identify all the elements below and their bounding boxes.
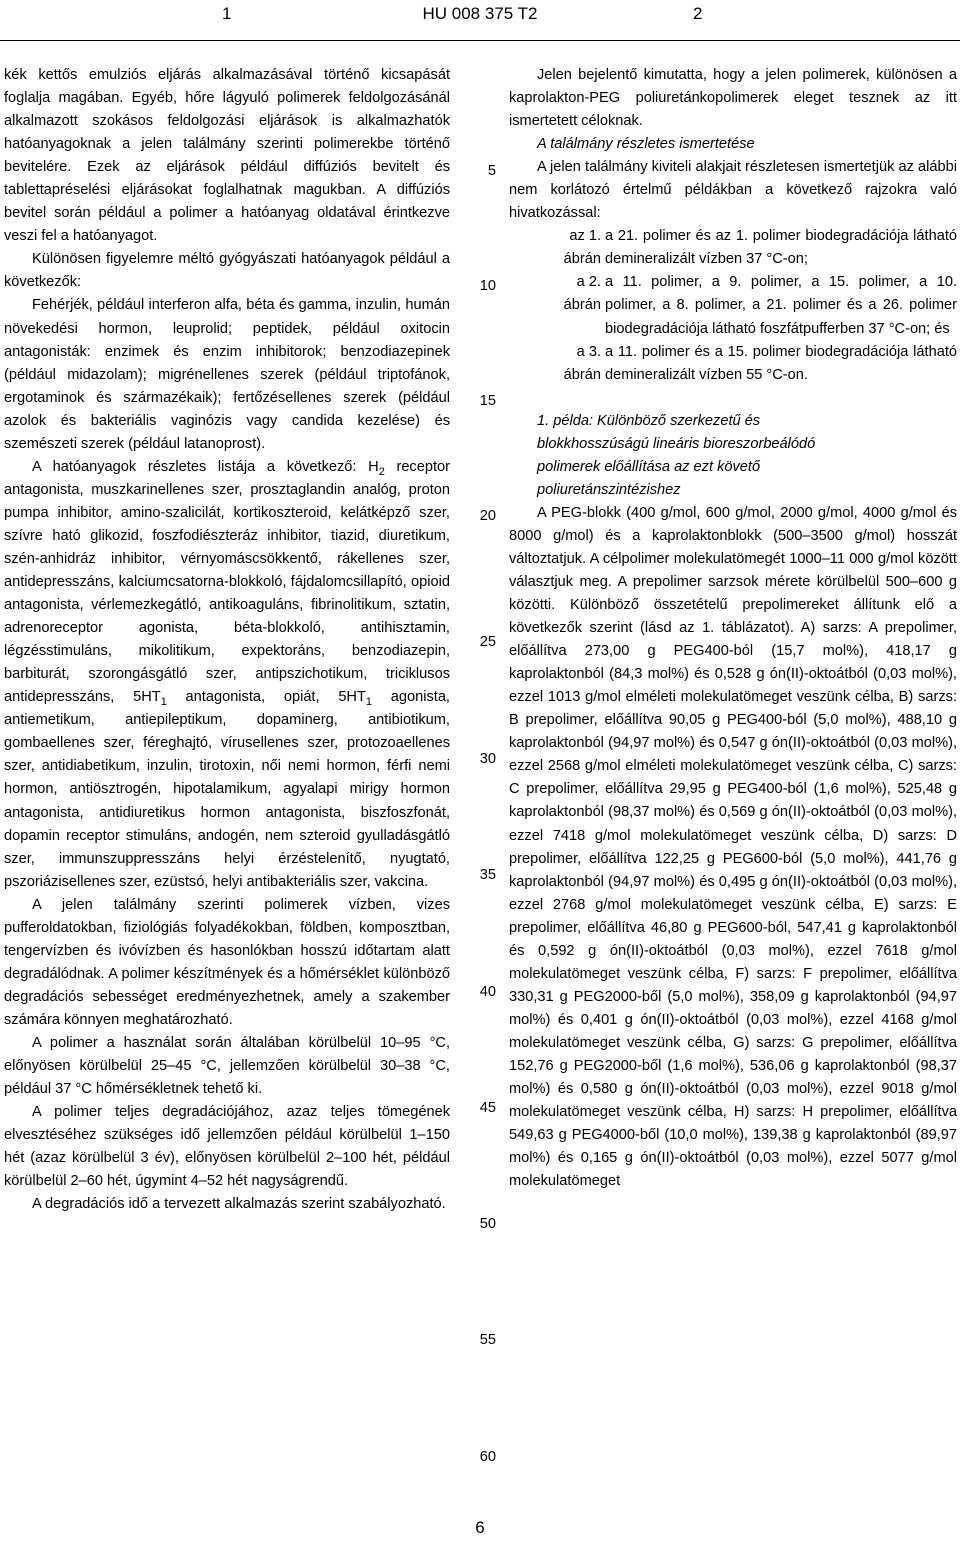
line-number: 15: [479, 393, 496, 409]
figure-label: az 1. ábrán: [563, 228, 601, 268]
right-paragraph-1: Jelen bejelentő kimutatta, hogy a jelen polimerek, különösen a kaprolakton-PEG poliuretánkopolimerek eleget tesznek az itt ismertetett céloknak.: [509, 67, 957, 130]
right-paragraph-2: A jelen találmány kiviteli alakjait részletesen ismertetjük az alábbi nem korlátozó értelmű példákban a következő rajzokra való hivatkozással:: [509, 159, 957, 222]
text-run: receptor antagonista, muszkarinellenes szer, prosztaglandin analóg, proton pumpa inhibitor, amino-szalicilát, kortikoszteroid, kelátképző szer, szívre ható glikozid, foszfodiészteráz inhibitor, tiazid, diuretikum, szén-anhidráz inhibitor, vérnyomáscsökkentő, rákellenes szer, antidepresszáns, kalciumcsatorna-blokkoló, fájdalomcsillapító, opioid antagonista, vérlemezkegátló, antikoaguláns, fibrinolitikum, sztatin, adrenoreceptor agonista, béta-blokkoló, antihisztamin, légzésstimuláns, mikolitikum, expektoráns, benzodiazepin, barbiturát, szorongásgátló szer, antipszichotikum, triciklusos antidepresszáns, 5HT: [4, 458, 450, 706]
line-number: 25: [479, 634, 496, 650]
example-title-line: poliuretánszintézishez: [537, 481, 681, 498]
figure-description-3: [509, 341, 957, 387]
example-title-line: blokkhosszúságú lineáris bioreszorbeálódó: [537, 435, 816, 452]
line-number: 45: [479, 1100, 496, 1116]
line-number: 50: [479, 1216, 496, 1232]
line-number: 40: [479, 984, 496, 1000]
example-title: [509, 410, 957, 502]
line-number: 30: [479, 751, 496, 767]
left-column: [4, 64, 450, 1216]
left-paragraph-6: A polimer a használat során általában körülbelül 10–95 °C, előnyösen körülbelül 25–45 °C, jellemzően körülbelül 30–38 °C, például 37 °C hőmérsékletnek tehető ki.: [4, 1034, 450, 1098]
left-paragraph-2: Különösen figyelemre méltó gyógyászati hatóanyagok például a következők:: [4, 251, 450, 291]
left-paragraph-7: A polimer teljes degradációjához, azaz teljes tömegének elvesztéséhez szükséges idő jellemzően például körülbelül 1–150 hét (azaz körülbelül 3 év), előnyösen körülbelül 2–100 hét, például körülbelül 2–60 hét, úgymint 4–52 hét nagyságrendű.: [4, 1104, 450, 1190]
line-number: 5: [487, 163, 496, 179]
figure-text: a 11. polimer, a 9. polimer, a 15. polimer, a 10. polimer, a 8. polimer, a 21. polimer és a 26. polimer biodegradációja látható foszfátpufferben 37 °C-on; és: [605, 274, 957, 337]
example-title-line: 1. példa: Különböző szerkezetű és: [537, 412, 761, 429]
text-run: antagonista, opiát, 5HT: [166, 689, 366, 706]
line-number: 20: [479, 508, 496, 524]
right-paragraph-3: A PEG-blokk (400 g/mol, 600 g/mol, 2000 g/mol, 4000 g/mol és 8000 g/mol) és a kaprolaktonblokk (500–3500 g/mol) hosszát változtatjuk. A célpolimer molekulatömegét 1000–11 000 g/mol között választjuk meg. A prepolimer sarzsok mérete körülbelül 500–600 g közötti. Különböző összetételű prepolimereket állítunk elő a következők szerint (lásd az 1. táblázatot). A) sarzs: A prepolimer, előállítva 273,00 g PEG400-ból (15,7 mol%), 418,17 g kaprolaktonból (84,3 mol%) és 0,528 g ón(II)-oktoátból (0,03 mol%), ezzel 1013 g/mol elméleti molekulatömeget veszünk célba, B) sarzs: B prepolimer, előállítva 90,05 g PEG400-ból (5,0 mol%), 488,10 g kaprolaktonból (94,97 mol%) és 0,547 g ón(II)-oktoátból (0,03 mol%), ezzel 2568 g/mol elméleti molekulatömeget veszünk célba, C) sarzs: C prepolimer, előállítva 29,95 g PEG400-ból (1,6 mol%), 525,48 g kaprolaktonból (98,37 mol%) és 0,569 g ón(II)-oktoátból (0,03 mol%), ezzel 7418 g/mol molekulatömeget veszünk célba, D) sarzs: D prepolimer, előállítva 122,25 g PEG600-ból (5,0 mol%), 441,76 g kaprolaktonból (94,97 mol%) és 0,495 g ón(II)-oktoátból (0,03 mol%), ezzel 2768 g/mol molekulatömeget veszünk célba, E) sarzs: E prepolimer, előállítva 46,80 g PEG600-ból, 547,41 g kaprolaktonból és 0,592 g ón(II)-oktoátból (0,03 mol%), ezzel 7618 g/mol molekulatömeget veszünk célba, F) sarzs: F prepolimer, előállítva 330,31 g PEG2000-ből (5,0 mol%), 358,09 g kaprolaktonból (94,97 mol%) és 0,401 g ón(II)-oktoátból (0,03 mol%), ezzel 4168 g/mol molekulatömeget veszünk célba, G) sarzs: G prepolimer, előállítva 152,76 g PEG2000-ből (1,6 mol%), 536,06 g kaprolaktonból (98,37 mol%) és 0,580 g ón(II)-oktoátból (0,03 mol%), ezzel 9018 g/mol molekulatömeget veszünk célba, H) sarzs: H prepolimer, előállítva 549,63 g PEG4000-ből (10,0 mol%), 139,38 g kaprolaktonból (89,97 mol%) és 0,165 g ón(II)-oktoátból (0,03 mol%), ezzel 5077 g/mol molekulatömeget: [509, 504, 957, 1190]
subscript: 1: [365, 696, 372, 709]
figure-text: a 21. polimer és az 1. polimer biodegradációja látható demineralizált vízben 37 °C-on;: [605, 228, 957, 268]
line-number: 55: [479, 1332, 496, 1348]
right-column: [509, 64, 957, 1193]
subscript: 2: [378, 465, 385, 478]
left-paragraph-1: kék kettős emulziós eljárás alkalmazásával történő kicsapását foglalja magában. Egyéb, hőre lágyuló polimerek feldolgozásánál alkalmazott szokásos feldolgozási eljárások is alkalmazhatók hatóanyagoknak a jelen találmány szerinti polimerekbe történő bevitelére. Ezek az eljárások például diffúziós bevitelt és tablettapréselési eljárásokat foglalhatnak magukban. A diffúziós bevitel során például a polimer a hatóanyag oldatával érintkezve veszi fel a hatóanyagot.: [4, 67, 450, 245]
line-number: 10: [479, 278, 496, 294]
subscript: 1: [160, 696, 167, 709]
figure-description-1: [509, 225, 957, 271]
section-heading: A találmány részletes ismertetése: [537, 136, 755, 153]
line-number: 60: [479, 1449, 496, 1465]
text-run: A hatóanyagok részletes listája a következő: H: [32, 458, 379, 475]
left-paragraph-3: Fehérjék, például interferon alfa, béta és gamma, inzulin, humán növekedési hormon, leuprolid; peptidek, például oxitocin antagonisták: enzimek és enzim inhibitorok; benzodiazepinek (például midazolam); migrénellenes szerek (például triptofánok, ergotaminok és származékaik); fertőzésellenes szerek (például azolok és bakteriális vaginózis vagy candida kezelése) és szemészeti szerek (például latanoprost).: [4, 297, 450, 452]
page-number: 6: [475, 1518, 485, 1537]
example-title-line: polimerek előállítása az ezt követő: [537, 458, 761, 475]
figure-label: a 2. ábrán: [563, 274, 601, 314]
header-rule: [0, 40, 960, 41]
header-left-column-number: 1: [222, 4, 232, 23]
text-run: agonista, antiemetikum, antiepileptikum, dopaminerg, antibiotikum, gombaellenes szer, féreghajtó, vírusellenes szer, protozoaellenes szer, antidiabetikum, inzulin, tirotoxin, női nemi hormon, férfi nemi hormon, antiösztrogén, hipotalamikum, agyalapi mirigy hormon antagonista, antidiuretikus hormon antagonista, biszfoszfonát, dopamin receptor stimuláns, andogén, nem szteroid gyulladásgátló szer, immunszuppresszáns helyi érzéstelenítő, nyugtató, pszoriázisellenes szer, ezüstsó, helyi antibakteriális szer, vakcina.: [4, 689, 450, 890]
header-right-column-number: 2: [693, 4, 703, 23]
left-paragraph-5: A jelen találmány szerinti polimerek vízben, vizes pufferoldatokban, fiziológiás folyadékokban, földben, komposztban, tengervízben és ivóvízben és hasonlókban hosszú időtartam alatt degradálódnak. A polimer készítmények és a hőmérséklet különböző degradációs sebességet eredményezhetnek, amely a szakember számára könnyen meghatározható.: [4, 896, 450, 1028]
figure-text: a 11. polimer és a 15. polimer biodegradációja látható demineralizált vízben 55 °C-on.: [605, 343, 957, 383]
figure-label: a 3. ábrán: [563, 343, 601, 383]
left-paragraph-8: A degradációs idő a tervezett alkalmazás szerint szabályozható.: [32, 1196, 446, 1213]
line-number: 35: [479, 867, 496, 883]
left-paragraph-4: [4, 456, 450, 894]
header-patent-number: HU 008 375 T2: [422, 4, 538, 23]
figure-description-2: [509, 271, 957, 340]
